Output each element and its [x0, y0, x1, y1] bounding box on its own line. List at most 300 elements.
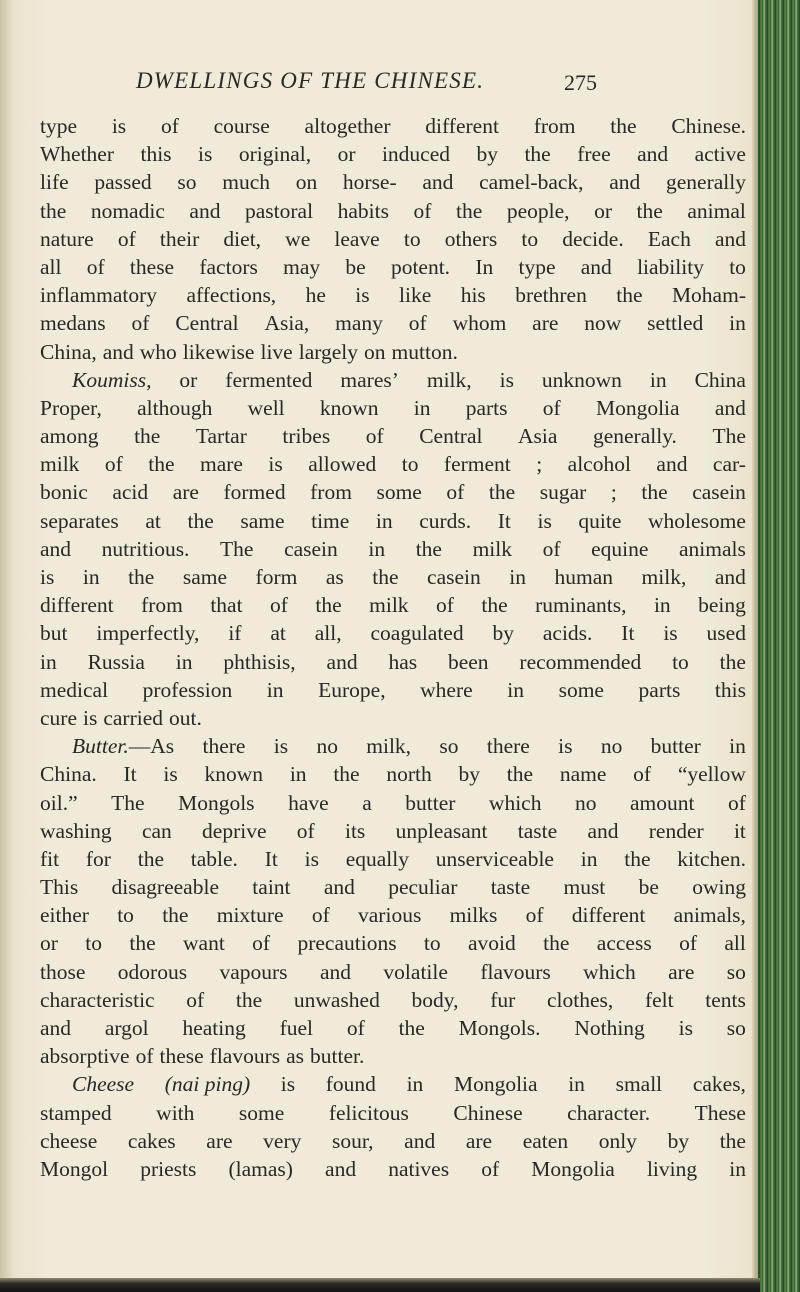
text-line [40, 958, 746, 986]
word: decide. [562, 226, 624, 251]
word: some [238, 1100, 285, 1125]
word: alcohol [567, 452, 631, 477]
word: It [123, 762, 137, 787]
word: casein [692, 480, 746, 505]
word: the [481, 593, 508, 618]
word: very [263, 1128, 302, 1153]
word: same [182, 565, 228, 589]
word: milks [449, 903, 498, 928]
word: coagulated [370, 621, 464, 646]
word: butter [405, 790, 456, 815]
word: is [163, 762, 178, 787]
word: the [235, 987, 263, 1012]
word: for [85, 846, 111, 871]
word: be [345, 254, 366, 279]
word: by [667, 1128, 690, 1153]
word: the [128, 565, 155, 589]
word: there [202, 734, 246, 759]
word: the [398, 1016, 425, 1040]
word: washing [40, 818, 112, 843]
italic-term: (nai ping) [164, 1072, 251, 1097]
word: characteristic [40, 987, 155, 1012]
word: although [137, 395, 213, 420]
word: is [304, 846, 319, 871]
text-line [40, 1127, 746, 1155]
word: the [162, 903, 189, 928]
word: have [288, 790, 329, 815]
word: it [733, 818, 746, 843]
word: only [598, 1128, 637, 1153]
word: to [521, 226, 539, 251]
word: taste [490, 875, 531, 900]
word: mixture [216, 903, 284, 928]
word: milk [472, 536, 512, 561]
word: habits [337, 198, 389, 223]
word: carried [103, 705, 164, 730]
word: These [694, 1100, 746, 1125]
word: pastoral [245, 198, 314, 223]
word: the [719, 649, 746, 674]
word: is [111, 114, 127, 138]
word: is [499, 367, 514, 392]
word: China, [40, 339, 97, 364]
word: mares’ [340, 367, 399, 392]
word: much [222, 170, 270, 195]
word: in [266, 677, 284, 702]
word: deprive [202, 818, 267, 843]
text-line [40, 704, 746, 732]
word: China. [40, 762, 97, 787]
word: and [637, 142, 669, 167]
word: curds. [419, 508, 472, 533]
word: may [283, 254, 321, 279]
word: are [206, 1128, 233, 1153]
word: The [111, 790, 145, 815]
word: and [714, 226, 746, 251]
word: in [729, 311, 746, 336]
word: no [316, 734, 338, 759]
word: fur [490, 987, 516, 1012]
word: by [492, 621, 514, 646]
word: parts [465, 395, 508, 420]
word: body, [411, 987, 459, 1012]
word: there [486, 734, 530, 759]
word: so [439, 734, 459, 759]
word: to [401, 452, 419, 477]
word: milk [40, 452, 80, 477]
word: many [335, 311, 383, 336]
word: from [141, 593, 183, 618]
text-line [40, 929, 746, 957]
word: all [40, 254, 62, 279]
word: induced [381, 142, 451, 167]
word: from [533, 114, 576, 138]
page-gutter-shadow [0, 0, 14, 1292]
word: flavours [480, 959, 551, 984]
word: is [273, 734, 289, 759]
word: felt [644, 987, 674, 1012]
text-line [40, 394, 746, 422]
word: Asia [518, 424, 558, 449]
word: of [252, 931, 271, 956]
text-line [40, 1099, 746, 1127]
word: passed [94, 170, 152, 195]
text-line [40, 140, 746, 168]
word: different [40, 593, 114, 618]
word: volatile [383, 959, 448, 984]
word: the [333, 762, 360, 787]
text-line [40, 1042, 746, 1070]
text-line [40, 507, 746, 535]
word: Proper, [40, 395, 102, 420]
word: wholesome [647, 508, 746, 533]
word: render [648, 818, 704, 843]
word: that [210, 593, 243, 618]
word: animals, [673, 903, 746, 928]
word: the [134, 424, 161, 449]
word: being [698, 593, 746, 618]
text-line [40, 732, 746, 760]
word: sour, [332, 1128, 374, 1153]
word: casein [427, 565, 481, 589]
word: this [714, 677, 746, 702]
word: known [319, 395, 379, 420]
word: either [40, 903, 89, 928]
word: eaten [522, 1128, 569, 1153]
word: odorous [117, 959, 188, 984]
word: can [141, 818, 172, 843]
word: the [187, 508, 214, 533]
word: in [289, 762, 307, 787]
word: as [325, 565, 344, 589]
text-line [40, 901, 746, 929]
word: living [646, 1156, 698, 1181]
word: if [228, 621, 242, 646]
word: unknown [541, 367, 622, 392]
italic-term: Butter. [72, 734, 129, 759]
word: which [583, 959, 636, 984]
text-line [40, 817, 746, 845]
text-line [40, 338, 746, 366]
word: animal [687, 198, 746, 223]
word: altogether [304, 114, 391, 138]
word: at [270, 621, 286, 646]
word: Mongolia [531, 1156, 615, 1181]
word: the [40, 198, 67, 223]
word: and [580, 254, 612, 279]
word: the [719, 1128, 746, 1153]
word: who [139, 339, 177, 364]
word: to [117, 903, 134, 928]
word: the [148, 452, 175, 477]
word: taint [252, 875, 291, 900]
word: mutton. [391, 339, 458, 364]
word: brethren [515, 283, 587, 308]
text-line [40, 591, 746, 619]
word: This [40, 875, 79, 900]
word: of [481, 1156, 500, 1181]
word: the [488, 480, 516, 505]
word: and [319, 959, 352, 984]
word: affections, [186, 283, 277, 308]
word: cure [40, 705, 77, 730]
word: Whether [40, 142, 115, 167]
word: to [423, 931, 441, 956]
word: is [198, 142, 213, 167]
word: all [724, 931, 746, 956]
word: of [679, 931, 697, 956]
word: of [86, 254, 105, 279]
word: camel-back, [479, 170, 584, 195]
word: is [537, 508, 552, 533]
text-line [40, 281, 746, 309]
word: leave [334, 226, 380, 251]
word: likewise [182, 339, 255, 364]
text-line [40, 789, 746, 817]
text-line [40, 168, 746, 196]
word: the [506, 762, 534, 787]
word: oil.” [40, 790, 78, 815]
word: of [542, 536, 561, 561]
word: of [413, 198, 432, 223]
word: course [213, 114, 270, 138]
word: priests [140, 1156, 197, 1181]
word: now [584, 311, 622, 336]
word: absorptive [40, 1044, 130, 1069]
word: China [694, 367, 746, 392]
word: in [82, 565, 100, 589]
word: Mongols. [458, 1016, 541, 1040]
text-line [40, 563, 746, 591]
word: small [615, 1072, 663, 1097]
word: of [446, 480, 465, 505]
word: the [315, 593, 342, 618]
word: heating [182, 1016, 246, 1040]
word: of [633, 762, 652, 787]
word: imperfectly, [96, 621, 200, 646]
word: “yellow [677, 762, 746, 787]
word: It [497, 508, 511, 533]
word: flavours [209, 1044, 281, 1069]
word: of [186, 987, 205, 1012]
text-line [40, 1014, 746, 1042]
word: diet, [223, 226, 262, 251]
word: It [264, 846, 278, 871]
word: to [85, 931, 103, 956]
word: natives [388, 1156, 450, 1181]
word: are [668, 959, 695, 984]
word: among [40, 424, 99, 449]
word: from [310, 480, 352, 505]
word: Mongol [40, 1156, 109, 1181]
word: equally [345, 846, 410, 871]
word: phthisis, [223, 649, 296, 674]
word: no [574, 790, 597, 815]
text-line [40, 422, 746, 450]
word: Moham- [671, 283, 746, 308]
word: found [325, 1072, 376, 1097]
word: of [311, 903, 330, 928]
word: so [177, 170, 197, 195]
word: are [532, 311, 559, 336]
word: free [577, 142, 611, 167]
word: bonic [40, 480, 88, 505]
word: type [40, 114, 78, 138]
word: others [444, 226, 498, 251]
word: fuel [279, 1016, 314, 1040]
word: the [524, 142, 551, 167]
word: a [362, 790, 372, 815]
word: tribes [282, 424, 331, 449]
word: and [404, 1128, 436, 1153]
word: in [413, 395, 431, 420]
word: to [729, 254, 746, 279]
word: acids. [542, 621, 593, 646]
word: nutritious. [101, 536, 190, 561]
word: the [616, 283, 643, 308]
word: the [543, 931, 570, 956]
word: profession [142, 677, 233, 702]
text-line [40, 676, 746, 704]
word: unpleasant [395, 818, 488, 843]
word: tents [705, 987, 746, 1012]
word: Central [175, 311, 239, 336]
word: milk, [426, 367, 472, 392]
word: ferment [443, 452, 511, 477]
word: quite [578, 508, 622, 533]
word: cakes [127, 1128, 176, 1153]
word: avoid [468, 931, 516, 956]
word: we [285, 226, 311, 251]
word: fermented [225, 367, 313, 392]
word: Chinese [453, 1100, 523, 1125]
body-text [40, 112, 746, 1183]
word: milk, [366, 734, 412, 759]
word: so [726, 959, 746, 984]
text-line [40, 760, 746, 788]
word: car- [712, 452, 746, 477]
word: acid [112, 480, 149, 505]
word: in [729, 734, 746, 759]
word: in [368, 536, 386, 561]
word: ; [610, 480, 617, 505]
word: different [571, 903, 646, 928]
word: is [558, 734, 573, 759]
italic-term: Koumiss, [72, 367, 152, 392]
word: medical [40, 677, 109, 702]
word: precautions [297, 931, 397, 956]
text-line [40, 1070, 746, 1098]
word: the [636, 198, 663, 223]
word: its [344, 818, 366, 843]
word: Mongolia [595, 395, 680, 420]
word: in [406, 1072, 424, 1097]
word: must [563, 875, 606, 900]
word: his [460, 283, 486, 308]
word: milk, [641, 565, 687, 589]
word: In [475, 254, 494, 279]
word: of [117, 226, 136, 251]
word: cheese [40, 1128, 98, 1153]
word: their [159, 226, 200, 251]
text-line [40, 478, 746, 506]
word: active [694, 142, 746, 167]
word: is [355, 283, 370, 308]
text-line [40, 197, 746, 225]
word: in [649, 367, 667, 392]
word: the [137, 846, 164, 871]
word: and [587, 818, 619, 843]
word: in [175, 649, 193, 674]
word: these [129, 254, 175, 279]
word: is [268, 452, 283, 477]
word: allowed [308, 452, 377, 477]
word: casein [284, 536, 338, 561]
word: the [624, 846, 651, 871]
word: is [280, 1072, 296, 1097]
text-line [40, 619, 746, 647]
word: potent. [390, 254, 451, 279]
word: and [422, 170, 454, 195]
word: and [189, 198, 221, 223]
word: north [386, 762, 432, 787]
word: or [179, 367, 198, 392]
word: recommended [519, 649, 642, 674]
word: original, [238, 142, 312, 167]
word: or [337, 142, 356, 167]
word: he [305, 283, 326, 308]
word: are [172, 480, 199, 505]
word: name [559, 762, 607, 787]
text-line [40, 535, 746, 563]
word: and [325, 1156, 357, 1181]
word: some [376, 480, 422, 505]
word: the [610, 114, 637, 138]
word: has [388, 649, 418, 674]
word: the [641, 480, 668, 505]
word: of [135, 1044, 154, 1069]
word: live [260, 339, 293, 364]
word: unwashed [293, 987, 380, 1012]
word: of [131, 311, 150, 336]
word: is [40, 565, 55, 589]
word: human [554, 565, 614, 589]
text-line [40, 648, 746, 676]
word: sugar [539, 480, 587, 505]
word: and [656, 452, 688, 477]
word: Tartar [195, 424, 247, 449]
word: kitchen. [677, 846, 746, 871]
word: and [714, 565, 746, 589]
word: disagreeable [111, 875, 219, 900]
word: is [83, 705, 98, 730]
word: of [270, 593, 288, 618]
word: out. [169, 705, 202, 730]
word: horse- [342, 170, 397, 195]
word: like [399, 283, 432, 308]
word: life [40, 170, 69, 195]
word: separates [40, 508, 119, 533]
word: and [323, 875, 355, 900]
word: those [40, 959, 86, 984]
word: equine [591, 536, 649, 561]
word: largely [298, 339, 359, 364]
text-line [40, 366, 746, 394]
word: Central [419, 424, 483, 449]
word: in [507, 677, 524, 702]
word: of [408, 311, 427, 336]
word: Chinese. [671, 114, 746, 138]
